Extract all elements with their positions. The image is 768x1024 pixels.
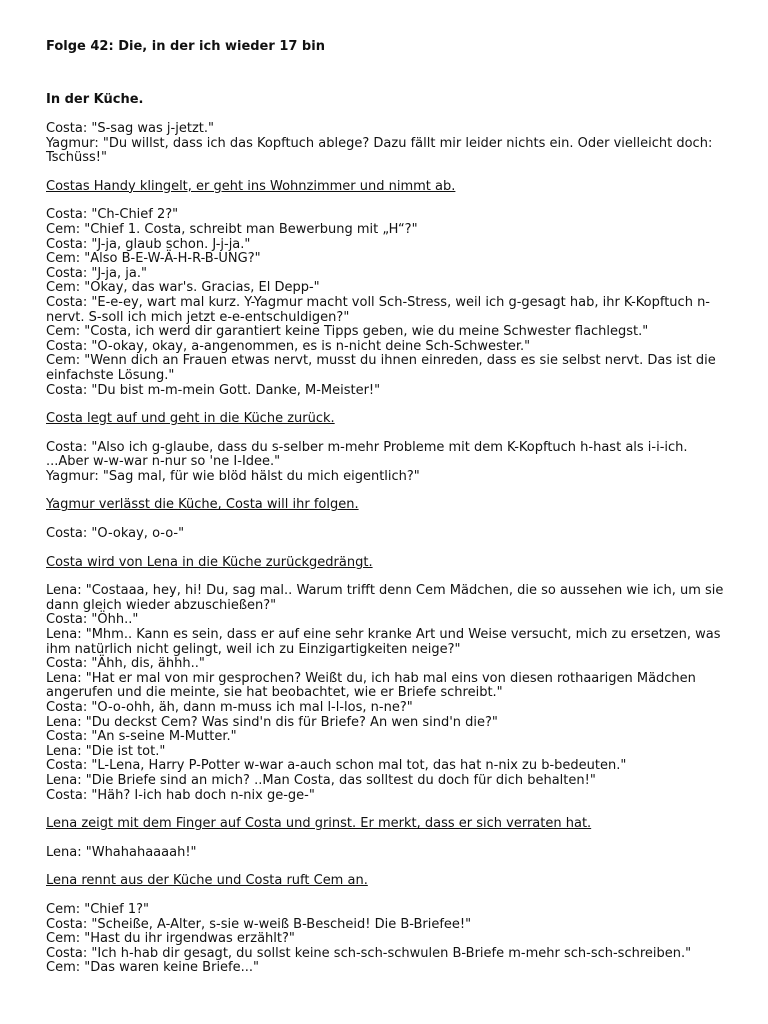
- dialogue-line: angerufen und die meinte, sie hat beobachtet, wie er Briefe schreibt.": [46, 685, 503, 701]
- dialogue-line: Costa: "Scheiße, A-Alter, s-sie w-weiß B-Bescheid! Die B-Briefee!": [46, 916, 472, 932]
- dialogue-line: Costa: "Ch-Chief 2?": [46, 207, 179, 223]
- dialogue-line: Cem: "Wenn dich an Frauen etwas nervt, musst du ihnen einreden, dass es sie selbst nervt. Das ist die: [46, 353, 716, 369]
- stage-direction: Costas Handy klingelt, er geht ins Wohnzimmer und nimmt ab.: [46, 178, 456, 194]
- dialogue-block: [46, 846, 736, 861]
- dialogue-line: Yagmur: "Sag mal, für wie blöd hälst du mich eigentlich?": [46, 468, 420, 484]
- scene-heading: In der Küche.: [46, 92, 144, 107]
- dialogue-line: Costa: "O-o-ohh, äh, dann m-muss ich mal l-l-los, n-ne?": [46, 700, 413, 715]
- dialogue-line: Cem: "Okay, das war's. Gracias, El Depp-": [46, 280, 320, 296]
- dialogue-line: Lena: "Die ist tot.": [46, 743, 166, 759]
- dialogue-line: Costa: "Du bist m-m-mein Gott. Danke, M-Meister!": [46, 382, 381, 398]
- dialogue-line: Cem: "Das waren keine Briefe...": [46, 960, 260, 976]
- dialogue-line: Costa: "O-okay, o-o-": [46, 526, 185, 542]
- dialogue-line: Costa: "Ich h-hab dir gesagt, du sollst keine sch-sch-schwulen B-Briefe m-mehr sch-sch-schreiben.": [46, 945, 692, 961]
- script-body: [46, 122, 736, 976]
- dialogue-line: Tschüss!": [46, 150, 107, 166]
- document-page: [46, 40, 736, 976]
- dialogue-line: Cem: "Also B-E-W-Ä-H-R-B-UNG?": [46, 251, 261, 267]
- dialogue-line: Cem: "Chief 1. Costa, schreibt man Bewerbung mit „H“?": [46, 221, 418, 237]
- dialogue-line: Costa: "Häh? I-ich hab doch n-nix ge-ge-": [46, 787, 315, 803]
- dialogue-line: ihm natürlich nicht gelingt, weil ich zu Einzigartigkeiten neige?": [46, 641, 461, 657]
- dialogue-line: ...Aber w-w-war n-nur so 'ne I-Idee.": [46, 454, 281, 470]
- dialogue-line: Costa: "Öhh..": [46, 612, 139, 628]
- dialogue-block: [46, 441, 736, 485]
- dialogue-line: einfachste Lösung.": [46, 367, 175, 383]
- dialogue-line: Costa: "E-e-ey, wart mal kurz. Y-Yagmur macht voll Sch-Stress, weil ich g-gesagt hab, ihr K-Kopftuch n-: [46, 294, 710, 310]
- dialogue-line: Costa: "Ähh, dis, ähhh..": [46, 656, 205, 672]
- dialogue-line: Lena: "Mhm.. Kann es sein, dass er auf eine sehr kranke Art und Weise versucht, mich zu ersetzen, was: [46, 627, 721, 643]
- dialogue-line: Cem: "Costa, ich werd dir garantiert keine Tipps geben, wie du meine Schwester flachlegst.": [46, 324, 649, 340]
- stage-direction: Costa legt auf und geht in die Küche zurück.: [46, 411, 335, 427]
- dialogue-line: Yagmur: "Du willst, dass ich das Kopftuch ablege? Dazu fällt mir leider nichts ein. Oder vielleicht doch:: [46, 135, 713, 151]
- dialogue-line: Costa: "O-okay, okay, a-angenommen, es is n-nicht deine Sch-Schwester.": [46, 338, 531, 354]
- dialogue-block: [46, 122, 736, 166]
- dialogue-line: Cem: "Chief 1?": [46, 901, 150, 917]
- stage-direction: Costa wird von Lena in die Küche zurückgedrängt.: [46, 554, 373, 570]
- dialogue-block: [46, 208, 736, 398]
- dialogue-line: Cem: "Hast du ihr irgendwas erzählt?": [46, 931, 295, 947]
- dialogue-block: [46, 584, 736, 803]
- dialogue-line: Costa: "S-sag was j-jetzt.": [46, 121, 214, 136]
- dialogue-block: [46, 903, 736, 976]
- episode-title: Folge 42: Die, in der ich wieder 17 bin: [46, 39, 325, 54]
- dialogue-line: Lena: "Die Briefe sind an mich? ..Man Costa, das solltest du doch für dich behalten!": [46, 772, 596, 788]
- dialogue-line: dann gleich wieder abzuschießen?": [46, 597, 277, 613]
- stage-direction: Yagmur verlässt die Küche, Costa will ihr folgen.: [46, 497, 359, 513]
- dialogue-line: Lena: "Du deckst Cem? Was sind'n dis für Briefe? An wen sind'n die?": [46, 714, 498, 730]
- dialogue-line: Lena: "Costaaa, hey, hi! Du, sag mal.. Warum trifft denn Cem Mädchen, die so aussehen wie ich, um sie: [46, 583, 724, 599]
- dialogue-line: Lena: "Whahahaaaah!": [46, 844, 197, 860]
- stage-direction: Lena zeigt mit dem Finger auf Costa und grinst. Er merkt, dass er sich verraten hat.: [46, 816, 592, 832]
- dialogue-block: [46, 527, 736, 542]
- dialogue-line: nervt. S-soll ich mich jetzt e-e-entschuldigen?": [46, 309, 350, 325]
- dialogue-line: Costa: "Also ich g-glaube, dass du s-selber m-mehr Probleme mit dem K-Kopftuch h-hast als i-i-ich.: [46, 439, 688, 455]
- dialogue-line: Costa: "L-Lena, Harry P-Potter w-war a-auch schon mal tot, das hat n-nix zu b-bedeuten.": [46, 758, 627, 774]
- stage-direction: Lena rennt aus der Küche und Costa ruft Cem an.: [46, 873, 368, 889]
- dialogue-line: Costa: "An s-seine M-Mutter.": [46, 729, 237, 745]
- dialogue-line: Lena: "Hat er mal von mir gesprochen? Weißt du, ich hab mal eins von diesen rothaarigen Mädchen: [46, 670, 696, 686]
- dialogue-line: Costa: "J-ja, ja.": [46, 265, 147, 281]
- dialogue-line: Costa: "J-ja, glaub schon. J-j-ja.": [46, 236, 251, 252]
